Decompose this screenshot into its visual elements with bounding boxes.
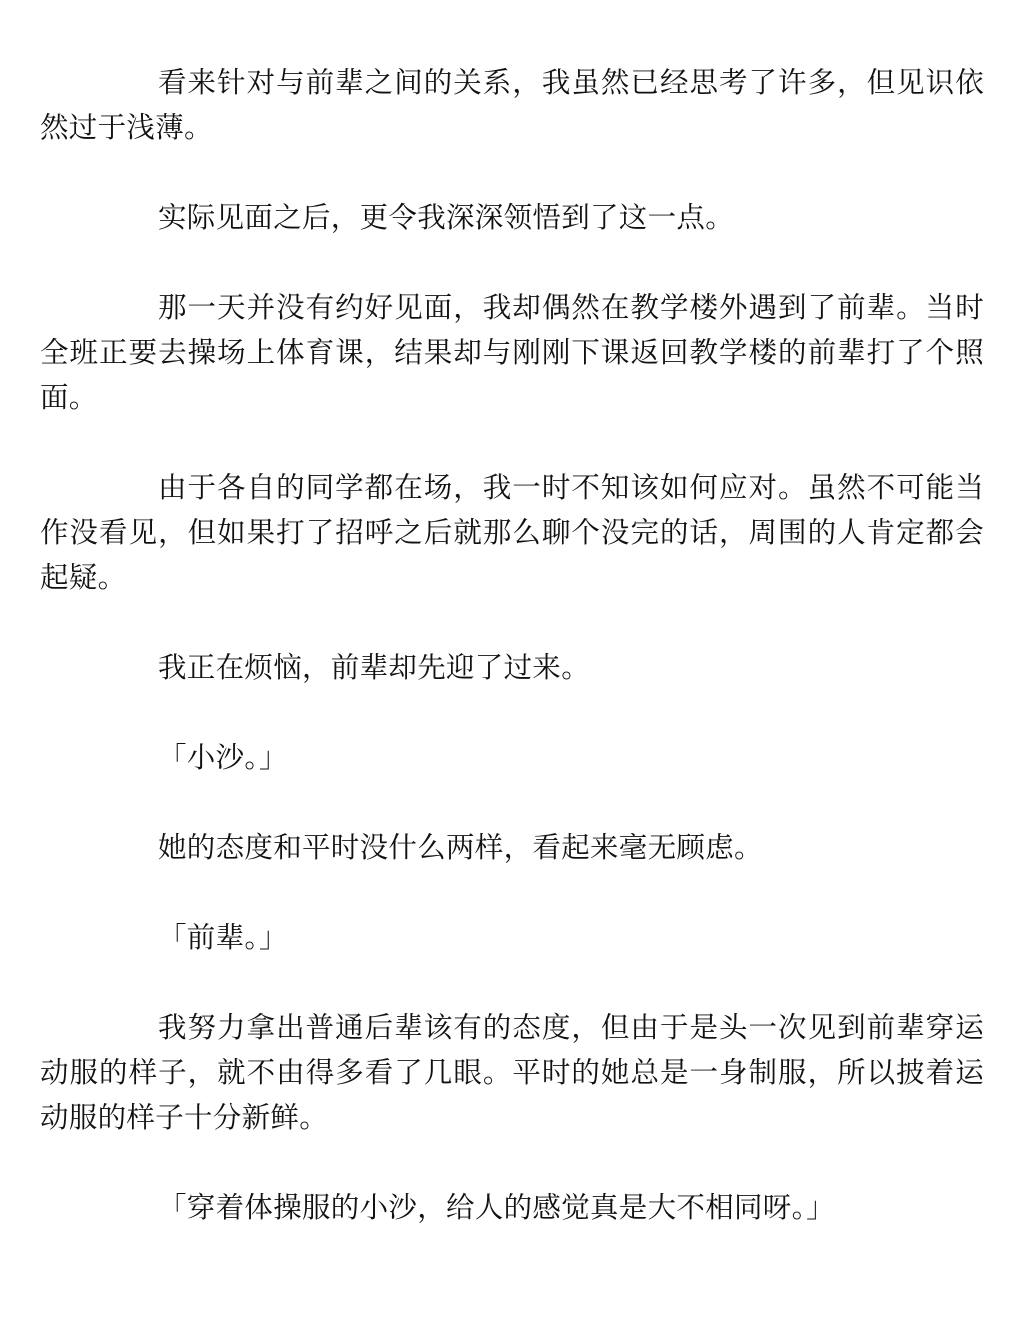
paragraph-7: 我努力拿出普通后辈该有的态度，但由于是头一次见到前辈穿运动服的样子，就不由得多看了几眼。平时的她总是一身制服，所以披着运动服的样子十分新鲜。	[40, 1011, 984, 1134]
dialogue-line-3: 「穿着体操服的小沙，给人的感觉真是大不相同呀。」	[158, 1191, 835, 1224]
paragraph-4: 由于各自的同学都在场，我一时不知该如何应对。虽然不可能当作没看见，但如果打了招呼之后就那么聊个没完的话，周围的人肯定都会起疑。	[40, 471, 984, 594]
paragraph-6: 她的态度和平时没什么两样，看起来毫无顾虑。	[158, 831, 763, 864]
dialogue-line-1: 「小沙。」	[158, 741, 288, 774]
dialogue-line-2: 「前辈。」	[158, 921, 288, 954]
paragraph-3: 那一天并没有约好见面，我却偶然在教学楼外遇到了前辈。当时全班正要去操场上体育课，结果却与刚刚下课返回教学楼的前辈打了个照面。	[40, 291, 984, 414]
paragraph-5: 我正在烦恼，前辈却先迎了过来。	[158, 651, 591, 684]
paragraph-1: 看来针对与前辈之间的关系，我虽然已经思考了许多，但见识依然过于浅薄。	[40, 66, 984, 144]
paragraph-2: 实际见面之后，更令我深深领悟到了这一点。	[158, 201, 735, 234]
document-page	[40, 60, 984, 1275]
